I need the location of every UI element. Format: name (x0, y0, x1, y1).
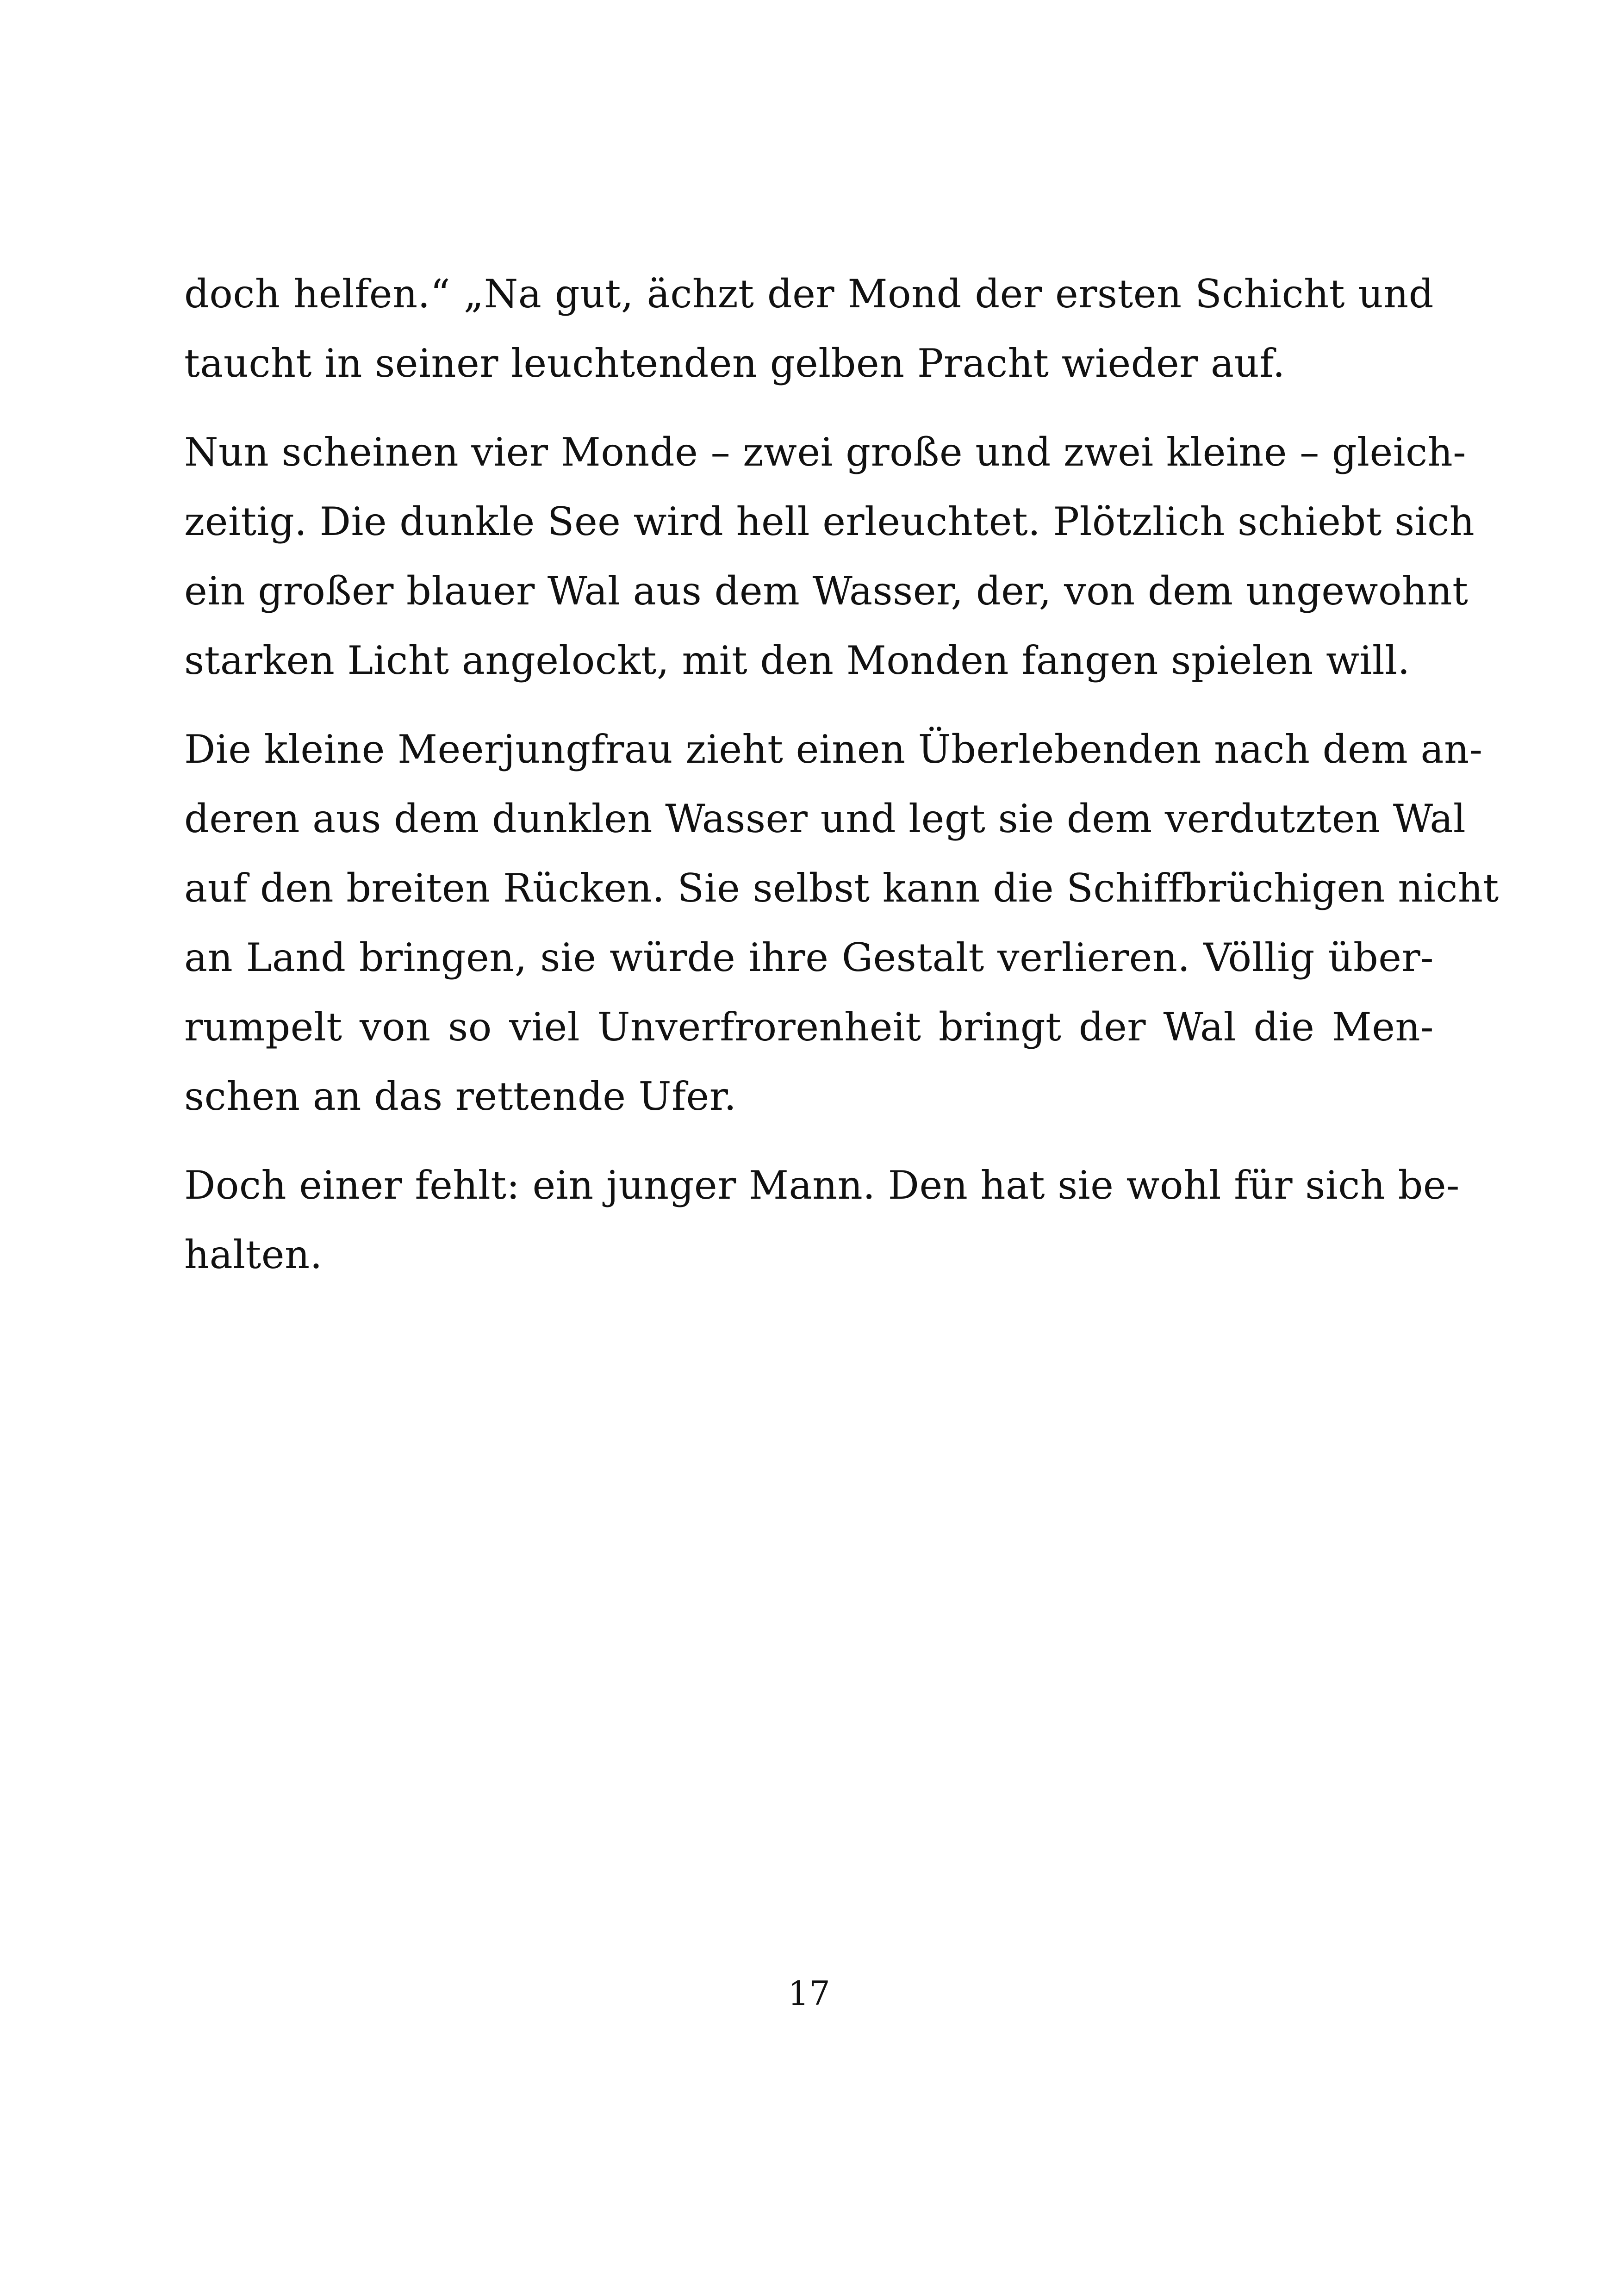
text-line: zeitig. Die dunkle See wird hell erleuchtet. Plötzlich schiebt sich (184, 499, 1475, 544)
paragraph-4 (184, 1151, 1460, 1289)
text-line: halten. (184, 1232, 323, 1277)
text-line: starken Licht angelockt, mit den Monden fangen spielen will. (184, 638, 1410, 683)
text-line: ein großer blauer Wal aus dem Wasser, der, von dem ungewohnt (184, 568, 1469, 614)
text-line: deren aus dem dunklen Wasser und legt sie dem verdutzten Wal (184, 796, 1466, 841)
body-text (184, 259, 1499, 1309)
paragraph-1 (184, 259, 1434, 398)
text-line: taucht in seiner leuchtenden gelben Pracht wieder auf. (184, 341, 1285, 386)
text-line: auf den breiten Rücken. Sie selbst kann die Schiffbrüchigen nicht (184, 865, 1499, 911)
text-line: rumpelt von so viel Unverfrorenheit bringt der Wal die Men- (184, 1004, 1434, 1050)
text-line: Nun scheinen vier Monde – zwei große und zwei kleine – gleich- (184, 429, 1467, 475)
text-line: an Land bringen, sie würde ihre Gestalt verlieren. Völlig über- (184, 935, 1434, 980)
text-line: Doch einer fehlt: ein junger Mann. Den hat sie wohl für sich be- (184, 1163, 1460, 1208)
page-number: 17 (788, 1974, 830, 2013)
paragraph-3 (184, 715, 1499, 1131)
text-line: Die kleine Meerjungfrau zieht einen Überlebenden nach dem an- (184, 727, 1483, 772)
text-line: schen an das rettende Ufer. (184, 1074, 737, 1119)
paragraph-2 (184, 417, 1475, 695)
text-line: doch helfen.“ „Na gut, ächzt der Mond der ersten Schicht und (184, 271, 1434, 317)
